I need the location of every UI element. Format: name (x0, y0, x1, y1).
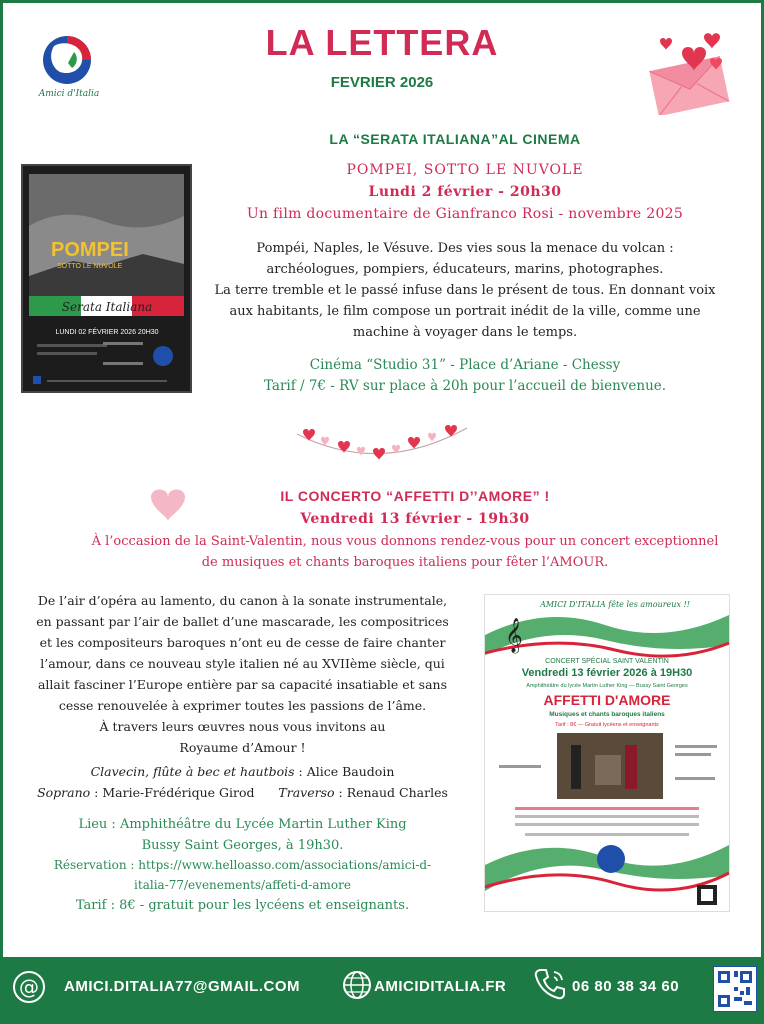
film-description: Pompéi, Naples, le Vésuve. Des vies sous la menace du volcan : archéologues, pompiers, éducateurs, marins, photographes. La terre tremble et le passé infuse dans le présent de tous. En donnant voix aux habitants, le film compose un portrait inédit de la ville, comme une machine à voyager dans le temps. (214, 241, 716, 340)
film-price: Tarif / 7€ - RV sur place à 20h pour l’accueil de bienvenue. (263, 378, 667, 394)
poster-film-title: POMPEI (51, 239, 129, 261)
concert-description: De l’air d’opéra au lamento, du canon à la sonate instrumentale, en passant par l’air de ballet d’une mascarade, les compositrices et les compositeurs baroques n’ont eu de cesse de faire chanter l’amour, dans ce nouveau style italien né au XVIIème siècle, qui allait fasciner l’Europe entière par sa capacité insatiable et sans cesse renouvelée à exprimer toutes les passions de l’âme. À travers leurs œuvres nous vous invitons au Royaume d’Amour ! (36, 593, 449, 755)
film-venue: Cinéma “Studio 31” - Place d’Ariane - Chessy (309, 357, 621, 373)
qr-code-icon[interactable] (713, 966, 757, 1012)
footer-phone-link[interactable]: 06 80 38 34 60 (572, 978, 680, 995)
at-sign-icon (12, 970, 46, 1004)
phone-icon (532, 966, 568, 1002)
poster-banner: Serata Italiana (61, 300, 153, 314)
concert-venue: Lieu : Amphithéâtre du Lycée Martin Luther King Bussy Saint Georges, à 19h30. (78, 817, 407, 853)
footer-website-link[interactable]: AMICIDITALIA.FR (374, 978, 507, 995)
newsletter-title: LA LETTERA (265, 22, 499, 63)
concert-heading: IL CONCERTO “AFFETTI D’’AMORE” ! (280, 488, 550, 504)
poster2-title: AFFETTI D'AMORE (543, 692, 671, 708)
poster-date: LUNDI 02 FÉVRIER 2026 20H30 (55, 329, 159, 336)
newsletter-subtitle: FEVRIER 2026 (330, 74, 434, 91)
film-date: Lundi 2 février - 20h30 (368, 184, 562, 200)
film-title: POMPEI, SOTTO LE NUVOLE (346, 162, 584, 178)
concert-performers: Clavecin, flûte à bec et hautbois : Alice Baudoin Soprano : Marie-Frédérique Girod Traverso : Renaud Charles (37, 764, 448, 800)
svg-text:@: @ (19, 975, 39, 999)
heart-garland-icon (295, 418, 470, 466)
globe-icon (342, 970, 372, 1000)
film-poster (21, 164, 192, 393)
pink-heart-icon (148, 486, 188, 522)
concert-poster (484, 594, 730, 912)
cinema-section-heading: LA “SERATA ITALIANA”AL CINEMA (329, 131, 581, 147)
poster2-sub: Musiques et chants baroques italiens (549, 711, 665, 718)
footer-email-link[interactable]: AMICI.DITALIA77@GMAIL.COM (64, 978, 301, 995)
poster-film-subtitle: SOTTO LE NUVOLE (57, 263, 123, 270)
svg-text:𝄞: 𝄞 (505, 618, 523, 653)
poster2-price: Tarif : 8€ — Gratuit lycéens et enseignants (555, 722, 659, 728)
film-credit: Un film documentaire de Gianfranco Rosi - novembre 2025 (246, 206, 684, 222)
concert-price: Tarif : 8€ - gratuit pour les lycéens et enseignants. (75, 898, 410, 913)
poster2-special: CONCERT SPÉCIAL SAINT VALENTIN (545, 658, 669, 665)
concert-date: Vendredi 13 février - 19h30 (300, 511, 530, 527)
poster2-top: AMICI D'ITALIA fête les amoureux !! (540, 600, 690, 609)
concert-intro: À l’occasion de la Saint-Valentin, nous vous donnons rendez-vous pour un concert exceptionnel de musiques et chants baroques italiens pour fêter l’AMOUR. (91, 534, 719, 570)
poster2-date: Vendredi 13 février 2026 à 19H30 (521, 667, 693, 679)
reservation-link[interactable]: Réservation : https://www.helloasso.com/associations/amici-d- italia-77/evenements/affeti-d-amore (53, 858, 432, 892)
svg-text:Amici d'Italia: Amici d'Italia (38, 89, 100, 99)
love-envelope-icon (640, 25, 740, 115)
poster2-place: Amphithéâtre du lycée Martin Luther King — Bussy Saint Georges (526, 683, 688, 689)
